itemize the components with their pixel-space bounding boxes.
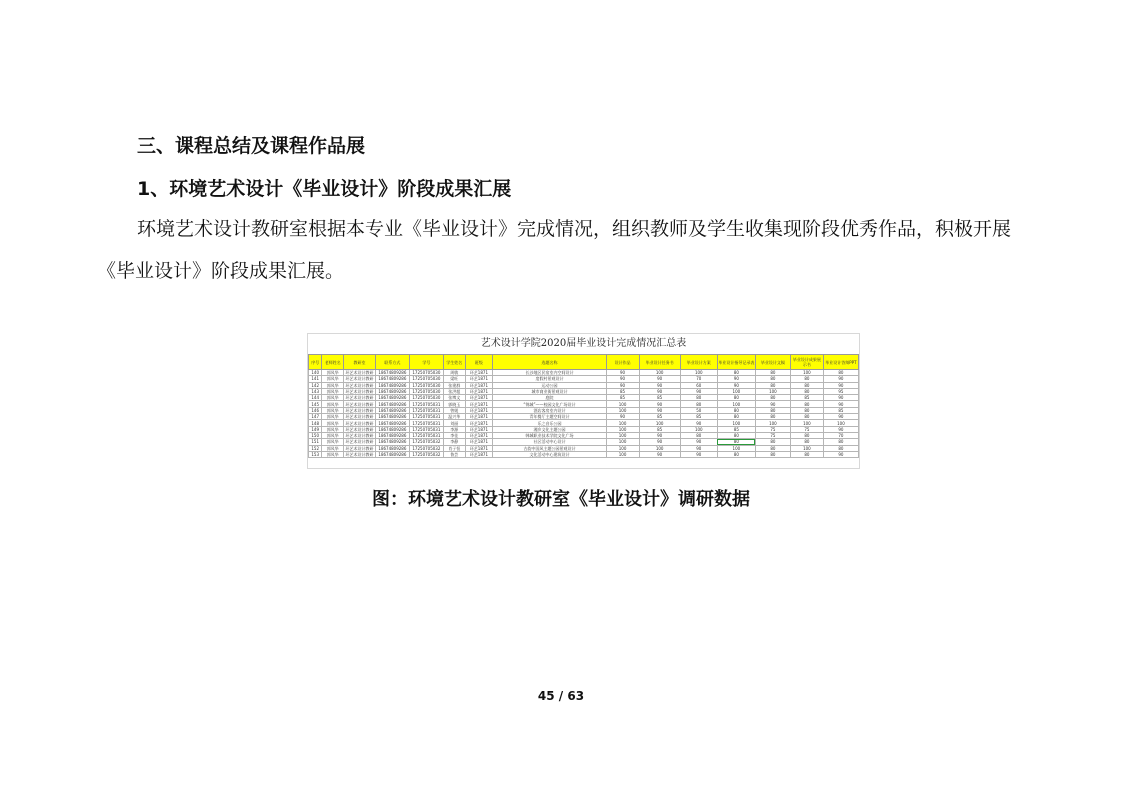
body-paragraph: 环境艺术设计教研室根据本专业《毕业设计》完成情况，组织教师及学生收集现阶段优秀作品，积极开展《毕业设计》阶段成果汇展。: [97, 218, 1012, 282]
table-cell: 古韵中国风主题公园景观设计: [493, 445, 606, 451]
table-cell: 100: [717, 420, 755, 426]
table-cell: 80: [717, 451, 755, 457]
table-cell: 95: [823, 388, 858, 394]
table-cell: 18674809286: [375, 382, 409, 388]
table-cell: 152: [309, 445, 322, 451]
table-header-cell: 选题名称: [493, 355, 606, 370]
table-cell: 80: [717, 407, 755, 413]
table-cell: 郭凤华: [322, 401, 344, 407]
table-cell: 141: [309, 376, 322, 382]
table-cell: 18674809286: [375, 388, 409, 394]
table-cell: 90: [823, 414, 858, 420]
table-cell: 环艺术设计教研: [345, 401, 374, 407]
table-cell: 环艺1871: [465, 395, 493, 401]
table-cell: 庭院: [493, 395, 606, 401]
table-header-row: [309, 355, 859, 370]
table-cell: 环艺术设计教研: [345, 414, 374, 420]
table-cell: 85: [606, 388, 639, 394]
table-cell: 90: [639, 388, 680, 394]
table-cell: 80: [823, 439, 858, 445]
table-cell: 18674809286: [375, 432, 409, 438]
table-header-cell: 序号: [309, 355, 322, 370]
table-cell: 145: [309, 401, 322, 407]
table-cell: 城市商业街景观设计: [493, 388, 606, 394]
table-cell: 90: [823, 451, 858, 457]
table-cell: 100: [606, 445, 639, 451]
table-cell: 郭凤华: [322, 370, 344, 376]
table-cell: 75: [755, 426, 790, 432]
table-cell: 100: [790, 370, 823, 376]
table-cell: 85: [823, 407, 858, 413]
table-cell: 环艺术设计教研: [345, 407, 374, 413]
table-cell: 90: [680, 388, 717, 394]
table-cell: 青年餐厅主题空间设计: [493, 414, 606, 420]
table-cell: 环艺1871: [465, 432, 493, 438]
table-cell: 郭凤华: [322, 445, 344, 451]
table-cell: 80: [717, 432, 755, 438]
table-header-cell: 毕业设计指导记录表: [717, 355, 755, 370]
table-cell: 90: [639, 451, 680, 457]
table-cell: 社区活动中心设计: [493, 439, 606, 445]
table-cell: 100: [790, 420, 823, 426]
table-cell: 长沙地区民宿室内空间设计: [493, 370, 606, 376]
table-cell: 140: [309, 370, 322, 376]
table-cell: 100: [639, 420, 680, 426]
table-cell: 80: [755, 445, 790, 451]
table-cell: 100: [606, 432, 639, 438]
table-cell: 80: [823, 445, 858, 451]
table-cell: 60: [680, 382, 717, 388]
table-cell: 100: [606, 451, 639, 457]
table-cell: 90: [755, 401, 790, 407]
table-cell: 环艺术设计教研: [345, 445, 374, 451]
table-cell: 环艺1871: [465, 439, 493, 445]
table-header-cell: 联系方式: [375, 355, 409, 370]
table-cell: 100: [755, 388, 790, 394]
table-cell: 环艺1871: [465, 414, 493, 420]
summary-table-image: [307, 333, 860, 469]
table-cell: 18674809286: [375, 395, 409, 401]
table-cell: 90: [606, 414, 639, 420]
table-header-cell: 毕业设计任务书: [639, 355, 680, 370]
table-cell: 环艺术设计教研: [345, 439, 374, 445]
table-cell: 运动公园: [493, 382, 606, 388]
table-cell: 18674809286: [375, 376, 409, 382]
table-cell: 90: [639, 382, 680, 388]
table-cell: 环艺术设计教研: [345, 376, 374, 382]
table-cell: 80: [790, 401, 823, 407]
figure-caption: 图：环境艺术设计教研室《毕业设计》调研数据: [372, 489, 750, 510]
table-cell: 90: [639, 407, 680, 413]
table-header-cell: 设计作品: [606, 355, 639, 370]
table-cell: 17250705030: [409, 376, 443, 382]
table-cell: 郭凤华: [322, 388, 344, 394]
table-cell: 90: [680, 445, 717, 451]
table-cell: 郭凤华: [322, 439, 344, 445]
table-cell: 80: [717, 414, 755, 420]
table-cell: 75: [790, 426, 823, 432]
table-row: [309, 451, 859, 457]
table-cell: 100: [639, 445, 680, 451]
table-cell: 80: [755, 376, 790, 382]
table-cell: 湘乡文化主题公园: [493, 426, 606, 432]
table-cell: 90: [823, 382, 858, 388]
table-cell: 80: [717, 439, 755, 445]
table-header-cell: 毕业设计文稿: [755, 355, 790, 370]
table-cell: 17250705032: [409, 451, 443, 457]
table-cell: 100: [606, 401, 639, 407]
table-cell: 85: [639, 395, 680, 401]
table-cell: 100: [717, 401, 755, 407]
table-cell: 环艺1871: [465, 451, 493, 457]
table-cell: 100: [755, 420, 790, 426]
table-cell: 70: [680, 376, 717, 382]
table-cell: “锦城”——校园文化广场设计: [493, 401, 606, 407]
table-cell: 80: [680, 401, 717, 407]
table-cell: 17250705030: [409, 388, 443, 394]
table-cell: 150: [309, 432, 322, 438]
table-cell: 80: [755, 370, 790, 376]
table-cell: 环艺术设计教研: [345, 452, 374, 457]
table-cell: 90: [639, 401, 680, 407]
table-cell: 环艺1871: [465, 376, 493, 382]
table-cell: 85: [606, 395, 639, 401]
table-cell: 鲁芸: [443, 451, 465, 457]
table-cell: 70: [823, 432, 858, 438]
table-cell: 90: [606, 370, 639, 376]
summary-table: [308, 354, 859, 458]
table-cell: 环艺1871: [465, 445, 493, 451]
table-cell: 郭凤华: [322, 420, 344, 426]
table-cell: 80: [755, 395, 790, 401]
table-cell: 90: [606, 382, 639, 388]
table-cell: 85: [680, 414, 717, 420]
table-cell: 90: [680, 439, 717, 445]
table-cell: 环艺术设计教研: [345, 395, 374, 401]
table-cell: 17250705030: [409, 395, 443, 401]
table-cell: 100: [606, 426, 639, 432]
table-cell: 143: [309, 388, 322, 394]
table-cell: 乐之音乐公园: [493, 420, 606, 426]
table-cell: 147: [309, 414, 322, 420]
table-cell: 146: [309, 407, 322, 413]
table-cell: 80: [717, 395, 755, 401]
table-header-cell: 学生姓名: [443, 355, 465, 370]
table-header-cell: 教研室: [344, 355, 376, 370]
table-cell: 李佳: [443, 432, 465, 438]
table-cell: 80: [790, 382, 823, 388]
table-cell: 环艺术设计教研: [345, 389, 374, 395]
table-cell: 90: [823, 395, 858, 401]
table-cell: 100: [680, 426, 717, 432]
table-cell: 环艺术设计教研: [345, 426, 374, 432]
table-cell: 100: [606, 420, 639, 426]
table-cell: 80: [790, 451, 823, 457]
table-cell: 环艺1871: [465, 401, 493, 407]
table-cell: 李静: [443, 439, 465, 445]
table-cell: 90: [680, 420, 717, 426]
table-cell: 李源: [443, 426, 465, 432]
table-cell: 17250705031: [409, 420, 443, 426]
table-cell: 80: [680, 432, 717, 438]
table-cell: 环艺术设计教研: [345, 382, 374, 388]
table-cell: 环艺1871: [465, 370, 493, 376]
table-cell: 17250705031: [409, 432, 443, 438]
table-cell: 环艺1871: [465, 388, 493, 394]
table-cell: 85: [717, 426, 755, 432]
table-cell: 151: [309, 439, 322, 445]
table-cell: 90: [606, 376, 639, 382]
table-header-cell: 毕业设计答辩PPT: [823, 355, 858, 370]
table-header-cell: 毕业设计成果展示书: [790, 355, 823, 370]
table-cell: 郭凤华: [322, 432, 344, 438]
table-cell: 度假村景观设计: [493, 376, 606, 382]
table-cell: 80: [755, 407, 790, 413]
table-cell: 17250705031: [409, 426, 443, 432]
table-cell: 85: [639, 414, 680, 420]
table-cell: 文化活动中心建筑设计: [493, 451, 606, 457]
table-cell: 100: [717, 445, 755, 451]
table-cell: 90: [639, 439, 680, 445]
table-cell: 100: [717, 388, 755, 394]
table-cell: 温兴华: [443, 414, 465, 420]
table-cell: 80: [790, 439, 823, 445]
table-cell: 100: [606, 407, 639, 413]
table-cell: 17250705032: [409, 439, 443, 445]
table-cell: 80: [717, 370, 755, 376]
subsection-heading: 1、环境艺术设计《毕业设计》阶段成果汇展: [137, 178, 512, 200]
table-cell: 环艺1871: [465, 382, 493, 388]
table-cell: 50: [680, 407, 717, 413]
table-cell: 80: [790, 376, 823, 382]
table-cell: 75: [755, 432, 790, 438]
table-cell: 17250705031: [409, 407, 443, 413]
table-cell: 18674809286: [375, 401, 409, 407]
table-cell: 80: [790, 388, 823, 394]
table-cell: 17250705031: [409, 401, 443, 407]
table-cell: 17250705030: [409, 382, 443, 388]
table-cell: 100: [823, 420, 858, 426]
table-cell: 149: [309, 426, 322, 432]
table-cell: 80: [755, 451, 790, 457]
table-cell: 18674809286: [375, 445, 409, 451]
table-cell: 张建群: [443, 382, 465, 388]
table-cell: 郭凤华: [322, 414, 344, 420]
table-cell: 90: [717, 376, 755, 382]
table-header-cell: 学号: [409, 355, 443, 370]
table-header-cell: 老师姓名: [322, 355, 344, 370]
table-cell: 18674809286: [375, 370, 409, 376]
table-cell: 18674809286: [375, 451, 409, 457]
table-cell: 郭晓玉: [443, 401, 465, 407]
table-cell: 张洪超: [443, 388, 465, 394]
table-cell: 酒店客房室内设计: [493, 407, 606, 413]
table-cell: 153: [309, 451, 322, 457]
table-cell: 85: [639, 426, 680, 432]
table-cell: 曾媛: [443, 407, 465, 413]
table-cell: 郭凤华: [322, 426, 344, 432]
table-cell: 郭凤华: [322, 395, 344, 401]
table-header-cell: 毕业设计方案: [680, 355, 717, 370]
table-cell: 周敏: [443, 370, 465, 376]
table-cell: 80: [790, 407, 823, 413]
table-cell: 刘丽: [443, 420, 465, 426]
table-cell: 100: [680, 370, 717, 376]
table-cell: 韩城职业技术学院文化广场: [493, 432, 606, 438]
table-cell: 18674809286: [375, 407, 409, 413]
table-cell: 肖子恒: [443, 445, 465, 451]
table-cell: 环艺术设计教研: [345, 433, 374, 439]
table-cell: 100: [790, 445, 823, 451]
table-cell: 18674809286: [375, 439, 409, 445]
table-title: 艺术设计学院2020届毕业设计完成情况汇总表: [480, 338, 687, 349]
table-cell: 142: [309, 382, 322, 388]
table-cell: 90: [823, 426, 858, 432]
table-cell: 17250705031: [409, 414, 443, 420]
table-cell: 85: [790, 395, 823, 401]
table-cell: 18674809286: [375, 420, 409, 426]
table-cell: 90: [680, 451, 717, 457]
table-cell: 18674809286: [375, 426, 409, 432]
page-number: 45 / 63: [537, 689, 585, 703]
table-cell: 144: [309, 395, 322, 401]
table-cell: 环艺1871: [465, 426, 493, 432]
table-header-cell: 班级: [465, 355, 493, 370]
table-cell: 148: [309, 420, 322, 426]
section-heading: 三、课程总结及课程作品展: [137, 135, 366, 157]
table-cell: 80: [790, 432, 823, 438]
table-cell: 梁旺: [443, 376, 465, 382]
table-cell: 环艺术设计教研: [345, 370, 374, 376]
table-cell: 郭凤华: [322, 407, 344, 413]
table-cell: 环艺术设计教研: [345, 420, 374, 426]
table-cell: 17250705030: [409, 370, 443, 376]
table-cell: 郭凤华: [322, 451, 344, 457]
table-cell: 80: [790, 414, 823, 420]
table-cell: 张博文: [443, 395, 465, 401]
table-cell: 17250705032: [409, 445, 443, 451]
table-cell: 80: [755, 414, 790, 420]
table-cell: 90: [823, 401, 858, 407]
table-cell: 郭凤华: [322, 382, 344, 388]
table-cell: 80: [680, 395, 717, 401]
table-cell: 90: [639, 376, 680, 382]
table-cell: 80: [755, 382, 790, 388]
table-cell: 环艺1871: [465, 420, 493, 426]
table-cell: 90: [823, 376, 858, 382]
table-cell: 80: [755, 439, 790, 445]
table-cell: 环艺1871: [465, 407, 493, 413]
table-cell: 18674809286: [375, 414, 409, 420]
table-cell: 100: [606, 439, 639, 445]
table-cell: 90: [639, 432, 680, 438]
table-cell: 郭凤华: [322, 376, 344, 382]
table-cell: 100: [639, 370, 680, 376]
table-cell: 80: [823, 370, 858, 376]
table-cell: 90: [717, 382, 755, 388]
